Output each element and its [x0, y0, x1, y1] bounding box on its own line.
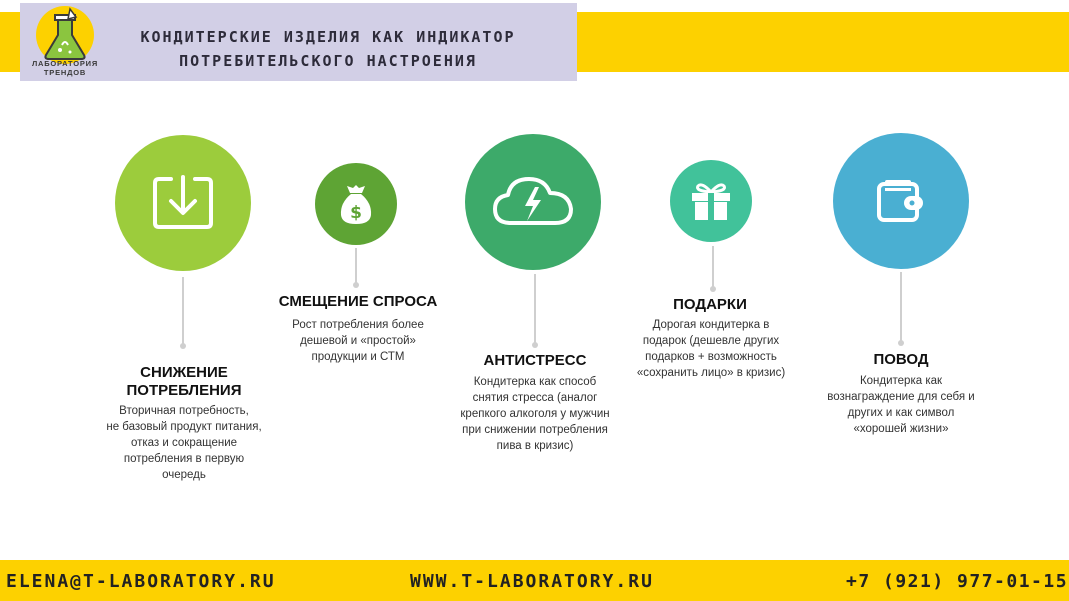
- logo: [22, 5, 108, 79]
- heading-line: СНИЖЕНИЕ: [140, 364, 228, 381]
- desc-line: снятия стресса (аналог: [472, 392, 598, 404]
- heading-line: АНТИСТРЕСС: [483, 352, 587, 369]
- circle-demand-shift: [315, 163, 397, 245]
- gift-icon: [690, 181, 732, 221]
- footer-bar: [0, 560, 1069, 601]
- desc-line: подарок (дешевле других: [642, 335, 780, 347]
- desc-gifts: [598, 317, 824, 381]
- desc-line: вознаграждение для себя и: [827, 391, 975, 403]
- heading-line: СМЕЩЕНИЕ СПРОСА: [278, 293, 438, 310]
- page-title: [108, 25, 548, 73]
- page-title-line1: КОНДИТЕРСКИЕ ИЗДЕЛИЯ КАК ИНДИКАТОР: [140, 28, 516, 46]
- heading-gifts: [610, 296, 810, 314]
- desc-line: «хорошей жизни»: [853, 423, 949, 435]
- money-bag-icon: [339, 183, 373, 225]
- circle-occasion: [833, 133, 969, 269]
- desc-line: других и как символ: [847, 407, 955, 419]
- desc-line: потребления в первую: [123, 453, 245, 465]
- heading-demand-shift: [258, 293, 458, 311]
- connector-dot: [898, 340, 904, 346]
- desc-line: отказ и сокращение: [130, 437, 238, 449]
- circle-reduction: [115, 135, 251, 271]
- desc-line: пива в кризис): [496, 440, 574, 452]
- heading-occasion: [801, 351, 1001, 369]
- heading-line: ПОВОД: [873, 351, 929, 368]
- desc-line: Вторичная потребность,: [119, 405, 249, 417]
- desc-line: Рост потребления более: [292, 319, 424, 331]
- desc-line: крепкого алкоголя у мужчин: [460, 408, 610, 420]
- desc-line: подарков + возможность: [645, 351, 777, 363]
- connector-dot: [353, 282, 359, 288]
- logo-text-line2: ТРЕНДОВ: [43, 68, 87, 77]
- connector-line: [534, 274, 536, 344]
- download-icon: [151, 173, 215, 233]
- connector-line: [900, 272, 902, 342]
- desc-reduction: [64, 403, 304, 483]
- desc-line: при снижении потребления: [462, 424, 608, 436]
- heading-line: ПОТРЕБЛЕНИЯ: [126, 382, 242, 399]
- connector-dot: [180, 343, 186, 349]
- desc-line: дешевой и «простой»: [300, 335, 416, 347]
- desc-line: очередь: [162, 469, 206, 481]
- heading-line: ПОДАРКИ: [673, 296, 747, 313]
- flask-icon: [22, 5, 108, 65]
- page-title-line2: ПОТРЕБИТЕЛЬСКОГО НАСТРОЕНИЯ: [179, 52, 477, 70]
- wallet-icon: [876, 178, 926, 224]
- desc-line: Дорогая кондитерка в: [652, 319, 770, 331]
- circle-antistress: [465, 134, 601, 270]
- connector-line: [712, 246, 714, 288]
- cloud-lightning-icon: [491, 173, 575, 231]
- email-link[interactable]: ELENA@T-LABORATORY.RU: [6, 571, 276, 592]
- circle-gifts: [670, 160, 752, 242]
- connector-dot: [532, 342, 538, 348]
- desc-line: «сохранить лицо» в кризис): [636, 367, 786, 379]
- desc-line: Кондитерка как способ: [473, 376, 597, 388]
- connector-dot: [710, 286, 716, 292]
- phone-number[interactable]: +7 (921) 977-01-15: [846, 571, 1069, 592]
- desc-antistress: [410, 374, 660, 454]
- connector-line: [182, 277, 184, 345]
- svg-text:$: $: [350, 203, 362, 223]
- connector-line: [355, 248, 357, 284]
- logo-text-line1: ЛАБОРАТОРИЯ: [31, 59, 99, 68]
- desc-line: продукции и СТМ: [311, 351, 405, 363]
- desc-occasion: [786, 373, 1016, 437]
- desc-line: Кондитерка как: [859, 375, 943, 387]
- desc-line: не базовый продукт питания,: [106, 421, 262, 433]
- website-link[interactable]: WWW.T-LABORATORY.RU: [410, 571, 654, 592]
- heading-reduction: [84, 364, 284, 400]
